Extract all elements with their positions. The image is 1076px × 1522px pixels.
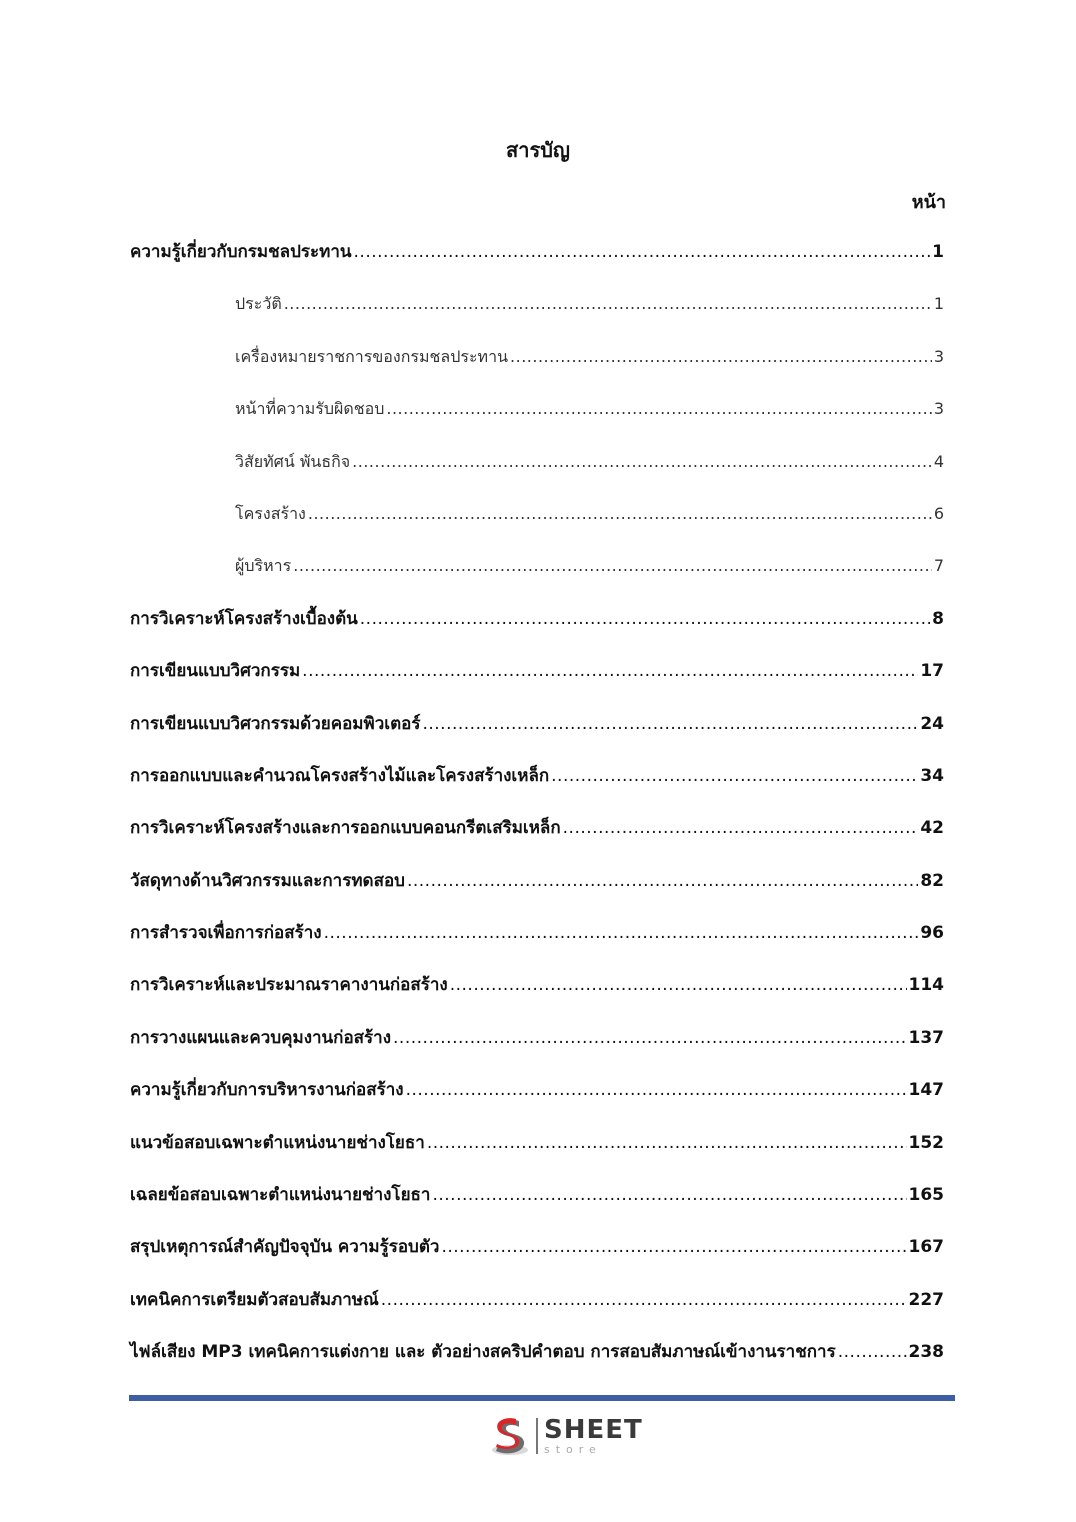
toc-subentry [130, 546, 944, 598]
toc-leader-dots [354, 232, 931, 272]
toc-subentry [130, 442, 944, 494]
toc-entry-label: ความรู้เกี่ยวกับกรมชลประทาน [130, 242, 352, 262]
toc-leader-dots [302, 651, 918, 691]
toc-leader-dots [308, 494, 932, 534]
toc-entry [130, 861, 944, 913]
logo-subword: store [544, 1443, 602, 1456]
toc-entry-label: การสำรวจเพื่อการก่อสร้าง [130, 923, 322, 944]
toc-entry-label: การวิเคราะห์โครงสร้างเบื้องต้น [130, 608, 358, 629]
toc-page-number: 3 [933, 399, 944, 419]
toc-leader-dots [838, 1332, 907, 1372]
toc-entry [130, 965, 944, 1017]
toc-subentry [130, 389, 944, 441]
toc-leader-dots [386, 389, 931, 429]
toc-leader-dots [393, 1018, 906, 1058]
toc-leader-dots [352, 442, 932, 482]
toc-entry [130, 704, 944, 756]
toc-entry-label: วัสดุทางด้านวิศวกรรมและการทดสอบ [130, 870, 405, 891]
toc-entry-label: เทคนิคการเตรียมตัวสอบสัมภาษณ์ [130, 1289, 379, 1310]
toc-leader-dots [441, 1227, 906, 1267]
toc-leader-dots [406, 1070, 907, 1110]
toc-page-number: 8 [932, 608, 944, 629]
toc-page-number: 114 [908, 975, 944, 996]
toc-leader-dots [432, 1175, 906, 1215]
toc-entry-label: ผู้บริหาร [235, 556, 292, 576]
toc-page-number: 82 [920, 870, 944, 891]
toc-entry [130, 651, 944, 703]
toc-entry [130, 756, 944, 808]
logo-text [544, 1417, 643, 1455]
page-title: สารบัญ [506, 138, 570, 162]
toc-page-number: 1 [933, 294, 944, 314]
logo-divider [536, 1418, 538, 1454]
toc-page-number: 147 [908, 1080, 944, 1101]
toc-entry [130, 1070, 944, 1122]
toc-entry-label: โครงสร้าง [235, 503, 306, 523]
toc-entry [130, 1018, 944, 1070]
toc-leader-dots [563, 808, 919, 848]
toc-page-number: 227 [908, 1289, 944, 1310]
toc-entry-label: เฉลยข้อสอบเฉพาะตำแหน่งนายช่างโยธา [130, 1185, 431, 1206]
toc-leader-dots [450, 965, 907, 1005]
logo-word: SHEET [544, 1415, 643, 1445]
toc-page-number: 1 [932, 242, 944, 262]
toc-leader-dots [284, 284, 932, 324]
toc-page-number: 7 [933, 556, 944, 576]
toc-page-number: 4 [933, 451, 944, 471]
toc-page-number: 3 [933, 346, 944, 366]
footer-rule [129, 1395, 955, 1401]
toc-leader-dots [360, 599, 930, 639]
toc-entry-label: หน้าที่ความรับผิดชอบ [235, 399, 385, 419]
toc-entry [130, 1332, 944, 1384]
toc-entry-label: แนวข้อสอบเฉพาะตำแหน่งนายช่างโยธา [130, 1132, 425, 1153]
toc-leader-dots [324, 913, 919, 953]
toc-leader-dots [407, 861, 918, 901]
toc-entry-label: การเขียนแบบวิศวกรรมด้วยคอมพิวเตอร์ [130, 713, 421, 734]
toc-entry [130, 599, 944, 651]
toc-page-number: 24 [920, 713, 944, 734]
sheet-store-s-icon [488, 1414, 532, 1458]
toc-page-number: 137 [908, 1027, 944, 1048]
toc-page-number: 34 [920, 765, 944, 786]
toc-entry [130, 232, 944, 284]
toc-page-number: 238 [908, 1342, 944, 1363]
footer-logo [488, 1414, 643, 1458]
toc-entry [130, 808, 944, 860]
toc-page-number: 17 [920, 661, 944, 682]
toc-subentry [130, 284, 944, 336]
toc-entry-label: การเขียนแบบวิศวกรรม [130, 661, 301, 682]
toc-leader-dots [551, 756, 918, 796]
toc-entry [130, 1123, 944, 1175]
toc-page-number: 152 [908, 1132, 944, 1153]
toc-leader-dots [422, 704, 918, 744]
toc-entry [130, 1227, 944, 1279]
toc-entry-label: การวางแผนและควบคุมงานก่อสร้าง [130, 1027, 392, 1048]
toc-page-number: 165 [908, 1185, 944, 1206]
toc-subentry [130, 337, 944, 389]
toc-entry-label: ประวัติ [235, 294, 282, 314]
toc-page-number: 167 [908, 1237, 944, 1258]
toc-page-number: 42 [920, 818, 944, 839]
toc-leader-dots [427, 1123, 907, 1163]
toc-entry-label: วิสัยทัศน์ พันธกิจ [235, 451, 351, 471]
toc-entry-label: การออกแบบและคำนวณโครงสร้างไม้และโครงสร้างเหล็ก [130, 765, 550, 786]
toc-entry-label: การวิเคราะห์โครงสร้างและการออกแบบคอนกรีตเสริมเหล็ก [130, 818, 561, 839]
toc-page-number: 96 [920, 923, 944, 944]
page-column-label: หน้า [911, 192, 946, 213]
toc-entry-label: เครื่องหมายราชการของกรมชลประทาน [235, 346, 509, 366]
toc-entry [130, 1280, 944, 1332]
toc-entry-label: ความรู้เกี่ยวกับการบริหารงานก่อสร้าง [130, 1080, 404, 1101]
toc-page-number: 6 [933, 503, 944, 523]
toc-entry [130, 913, 944, 965]
toc-leader-dots [293, 546, 932, 586]
toc-entry-label: สรุปเหตุการณ์สำคัญปัจจุบัน ความรู้รอบตัว [130, 1237, 440, 1258]
toc-leader-dots [510, 337, 932, 377]
toc-entry-label: การวิเคราะห์และประมาณราคางานก่อสร้าง [130, 975, 448, 996]
table-of-contents [130, 232, 944, 1385]
toc-leader-dots [381, 1280, 907, 1320]
toc-entry-label: ไฟล์เสียง MP3 เทคนิคการแต่งกาย และ ตัวอย่างสคริปคำตอบ การสอบสัมภาษณ์เข้างานราชการ [130, 1342, 836, 1363]
toc-subentry [130, 494, 944, 546]
toc-entry [130, 1175, 944, 1227]
